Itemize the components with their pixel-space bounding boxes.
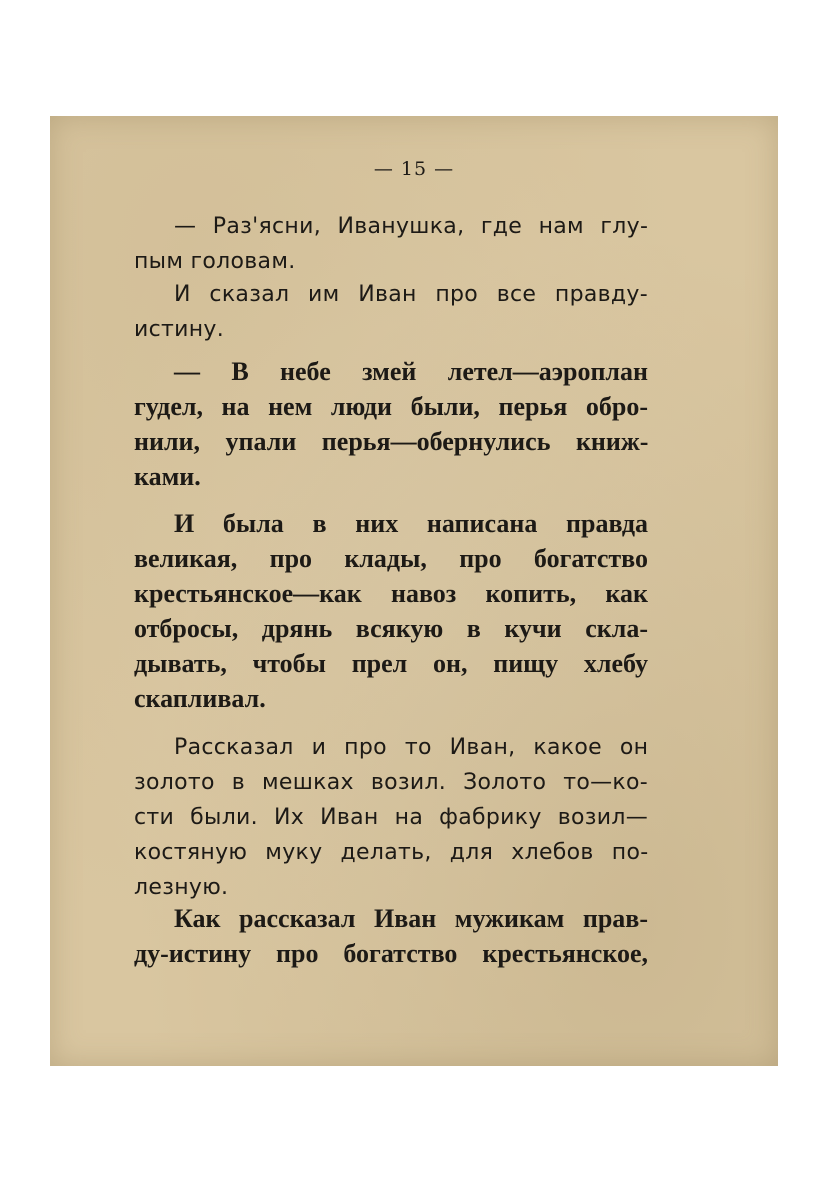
- text-line: И была в них написана правда: [174, 509, 649, 538]
- paragraph-3: [134, 354, 648, 494]
- text-line: гудел, на нем люди были, перья обро-: [134, 392, 648, 421]
- text-line: золото в мешках возил. Золото то—ко-: [134, 770, 648, 795]
- text-line: великая, про клады, про богатство: [134, 544, 648, 573]
- text-line: сти были. Их Иван на фабрику возил—: [134, 805, 648, 830]
- paragraph-2: [134, 277, 648, 347]
- paragraph-6: [134, 901, 648, 971]
- text-line: костяную муку делать, для хлебов по-: [134, 840, 649, 865]
- text-line: дывать, чтобы прел он, пищу хлебу: [134, 649, 648, 678]
- text-line: лезную.: [134, 875, 229, 900]
- paragraph-5: [134, 730, 648, 905]
- text-line: истину.: [134, 317, 225, 342]
- book-page: [50, 116, 778, 1066]
- text-line: ду-истину про богатство крестьянское,: [134, 939, 648, 968]
- text-line: крестьянское—как навоз копить, как: [134, 579, 648, 608]
- paragraph-1: [134, 209, 648, 279]
- text-line: Как рассказал Иван мужикам прав-: [174, 904, 648, 933]
- text-line: — Раз'ясни, Иванушка, где нам глу-: [174, 214, 649, 239]
- paragraph-4: [134, 506, 648, 716]
- text-line: — В небе змей летел—аэроплан: [174, 357, 648, 386]
- text-line: отбросы, дрянь всякую в кучи скла-: [134, 614, 648, 643]
- page-number: — 15 —: [373, 158, 455, 180]
- text-line: нили, упали перья—обернулись книж-: [134, 427, 649, 456]
- text-line: пым головам.: [134, 249, 296, 274]
- text-line: ками.: [134, 462, 201, 491]
- text-line: Рассказал и про то Иван, какое он: [174, 735, 649, 760]
- text-line: И сказал им Иван про все правду-: [174, 282, 648, 307]
- text-line: скапливал.: [134, 684, 266, 713]
